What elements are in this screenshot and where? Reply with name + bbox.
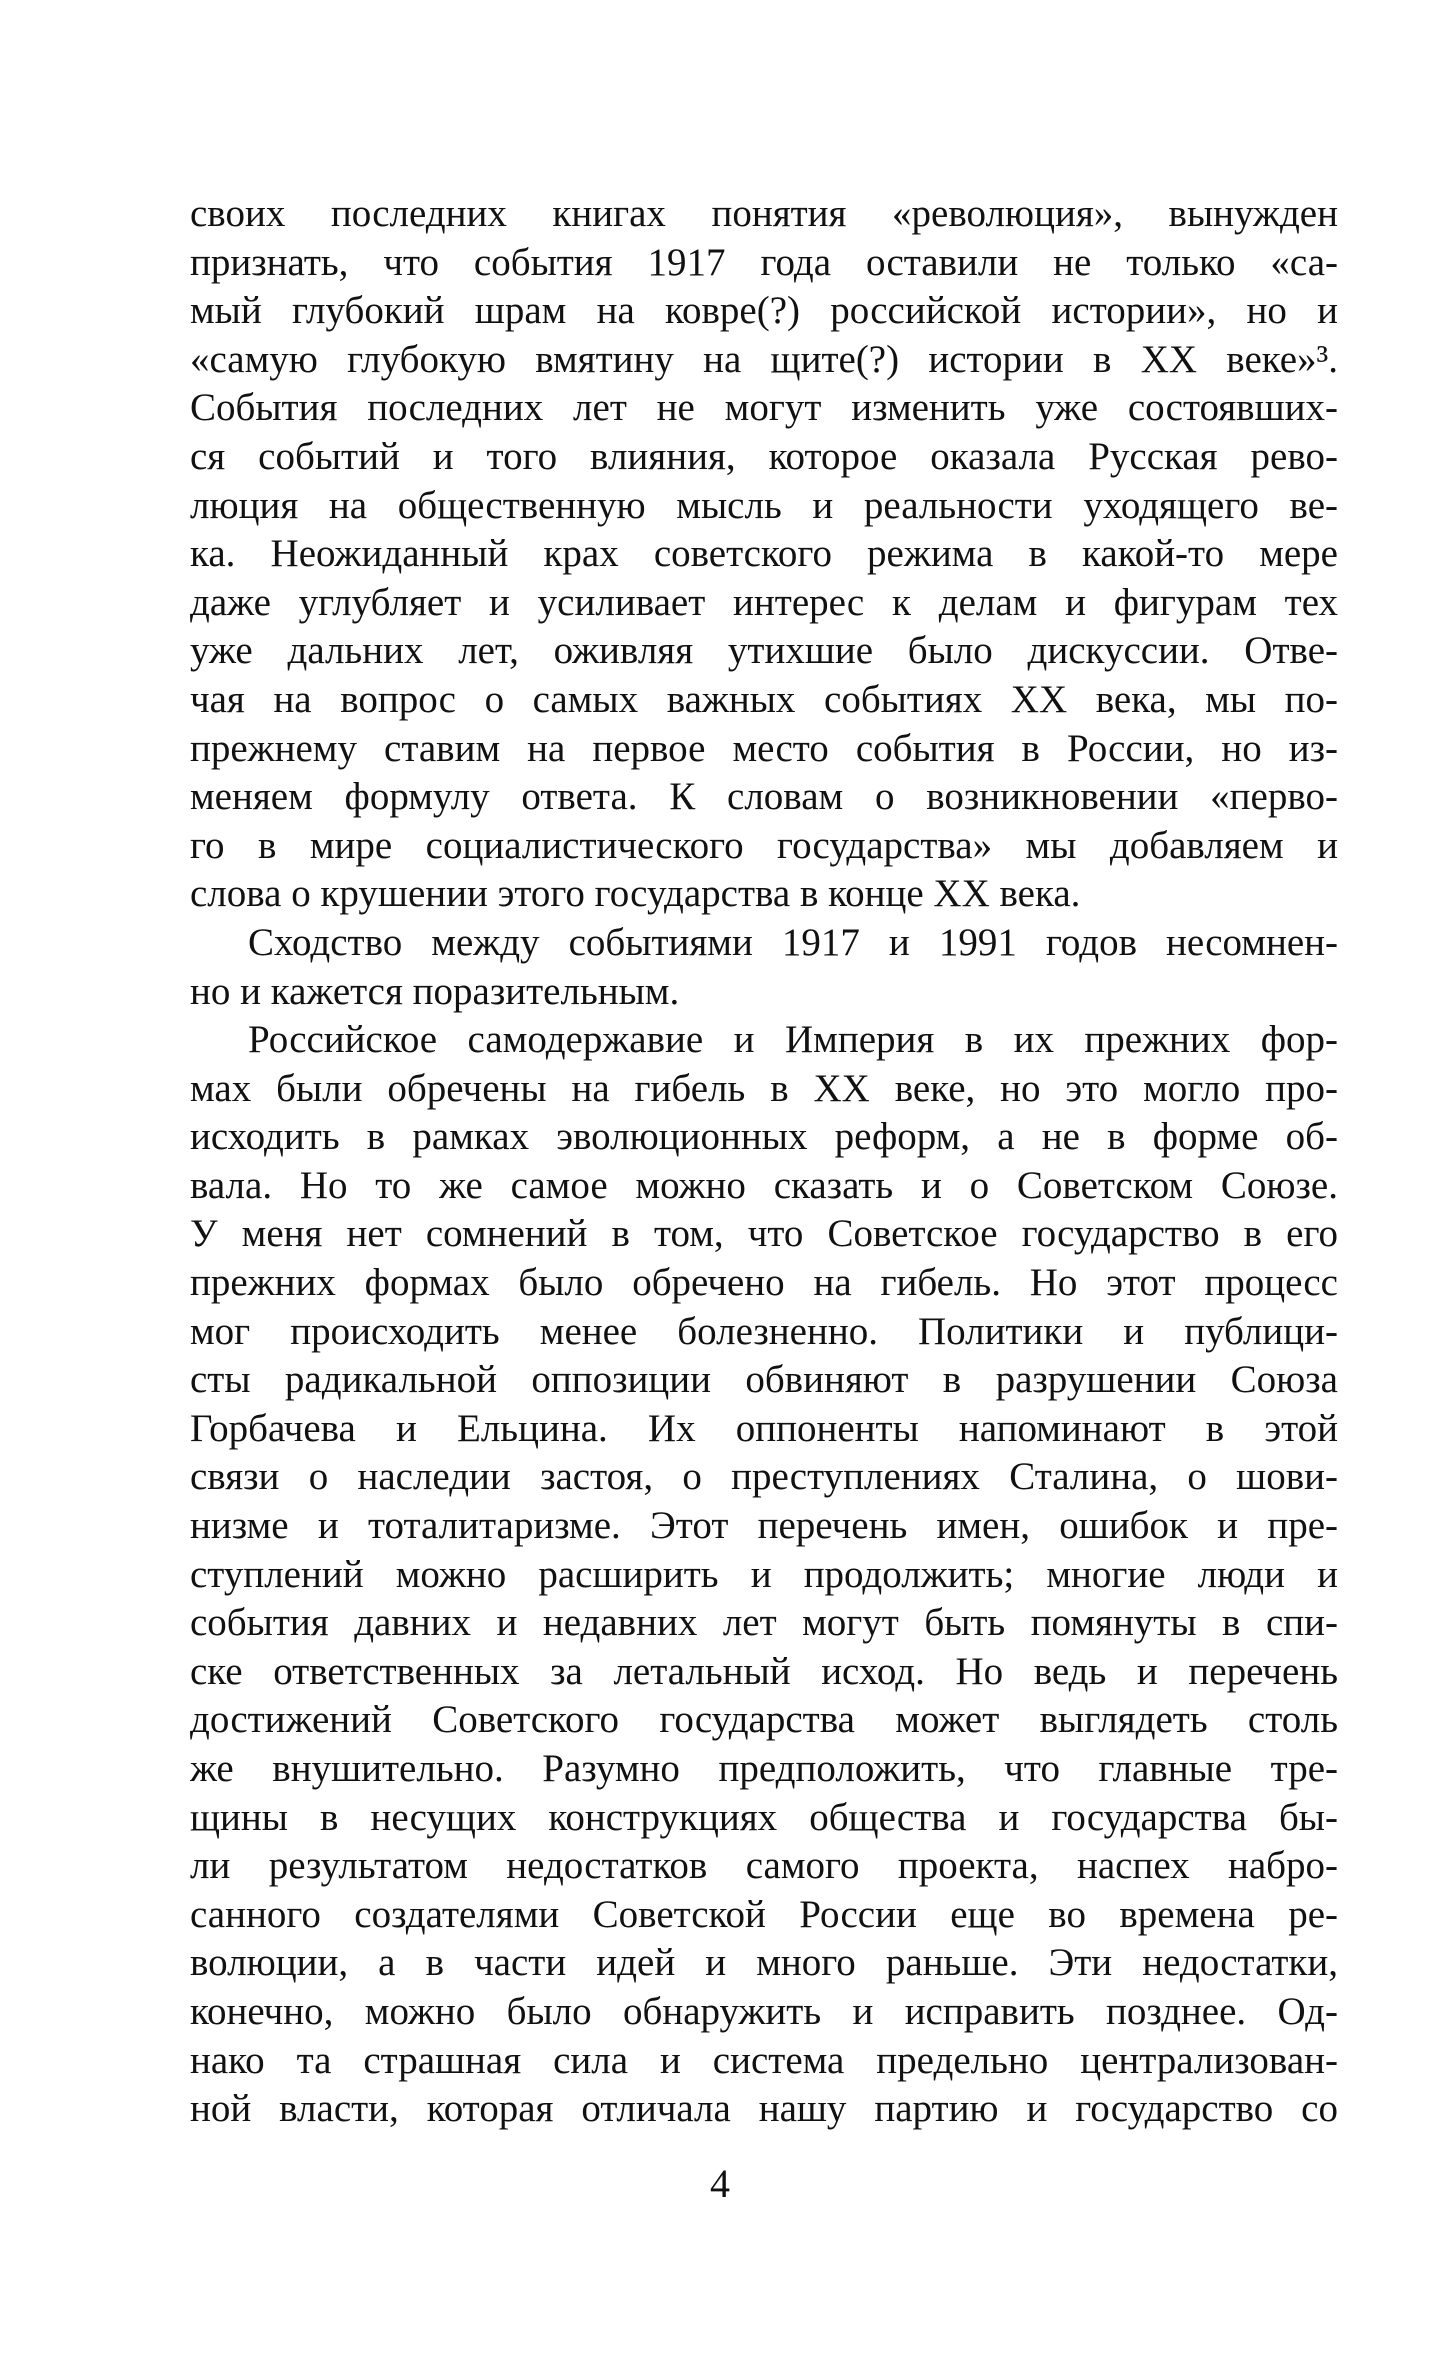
text-line: события давних и недавних лет могут быть помянуты в спи- (190, 1601, 1338, 1645)
text-line: мог происходить менее болезненно. Политики и публици- (190, 1309, 1338, 1353)
text-line: мах были обречены на гибель в XX веке, но это могло про- (190, 1066, 1338, 1110)
text-line: ной власти, которая отличала нашу партию и государство со (190, 2087, 1338, 2131)
text-line: низме и тоталитаризме. Этот перечень имен, ошибок и пре- (190, 1504, 1338, 1548)
text-line: ске ответственных за летальный исход. Но ведь и перечень (190, 1649, 1338, 1693)
body-text (190, 190, 1338, 2134)
text-line: «самую глубокую вмятину на щите(?) истории в XX веке»³. (190, 337, 1338, 381)
text-line: Российское самодержавие и Империя в их прежних фор- (248, 1018, 1338, 1062)
text-line: волюции, а в части идей и много раньше. Эти недостатки, (190, 1941, 1338, 1985)
text-line: своих последних книгах понятия «революция», вынужден (190, 192, 1338, 235)
text-line: прежних формах было обречено на гибель. Но этот процесс (190, 1261, 1338, 1305)
text-line: Горбачева и Ельцина. Их оппоненты напоминают в этой (190, 1406, 1338, 1450)
text-line: но и кажется поразительным. (190, 969, 680, 1013)
text-line: чая на вопрос о самых важных событиях XX века, мы по- (190, 677, 1338, 721)
text-line: конечно, можно было обнаружить и исправить позднее. Од- (190, 1989, 1338, 2033)
text-line: вала. Но то же самое можно сказать и о Советском Союзе. (190, 1163, 1338, 1207)
text-line: люция на общественную мысль и реальности уходящего ве- (190, 483, 1338, 527)
text-line: ка. Неожиданный крах советского режима в какой-то мере (190, 532, 1338, 576)
text-line: События последних лет не могут изменить уже состоявших- (190, 386, 1338, 430)
text-line: мый глубокий шрам на ковре(?) российской истории», но и (190, 289, 1338, 333)
text-line: достижений Советского государства может выглядеть столь (190, 1698, 1338, 1742)
text-line: же внушительно. Разумно предположить, что главные тре- (190, 1747, 1338, 1790)
text-line: меняем формулу ответа. К словам о возникновении «перво- (190, 775, 1338, 819)
text-line: исходить в рамках эволюционных реформ, а не в форме об- (190, 1115, 1338, 1159)
text-line: го в мире социалистического государства» мы добавляем и (190, 823, 1338, 867)
text-line: уже дальних лет, оживляя утихшие было дискуссии. Отве- (190, 629, 1338, 673)
text-line: признать, что события 1917 года оставили не только «са- (190, 240, 1338, 284)
text-line: нако та страшная сила и система предельно централизован- (190, 2038, 1338, 2082)
text-line: У меня нет сомнений в том, что Советское государство в его (190, 1212, 1338, 1256)
text-line: связи о наследии застоя, о преступлениях Сталина, о шови- (190, 1455, 1338, 1499)
text-line: Сходство между событиями 1917 и 1991 годов несомнен- (248, 920, 1338, 964)
text-line: щины в несущих конструкциях общества и государства бы- (190, 1795, 1338, 1839)
text-line: ступлений можно расширить и продолжить; многие люди и (190, 1552, 1338, 1596)
text-line: ли результатом недостатков самого проекта, наспех набро- (190, 1844, 1338, 1888)
text-line: ся событий и того влияния, которое оказала Русская рево- (190, 434, 1338, 478)
text-line: сты радикальной оппозиции обвиняют в разрушении Союза (190, 1358, 1338, 1402)
text-line: слова о крушении этого государства в конце XX века. (190, 872, 1081, 916)
text-line: прежнему ставим на первое место события в России, но из- (190, 726, 1338, 770)
text-line: даже углубляет и усиливает интерес к делам и фигурам тех (190, 580, 1338, 624)
text-line: санного создателями Советской России еще во времена ре- (190, 1892, 1338, 1936)
page-number: 4 (710, 2161, 730, 2206)
